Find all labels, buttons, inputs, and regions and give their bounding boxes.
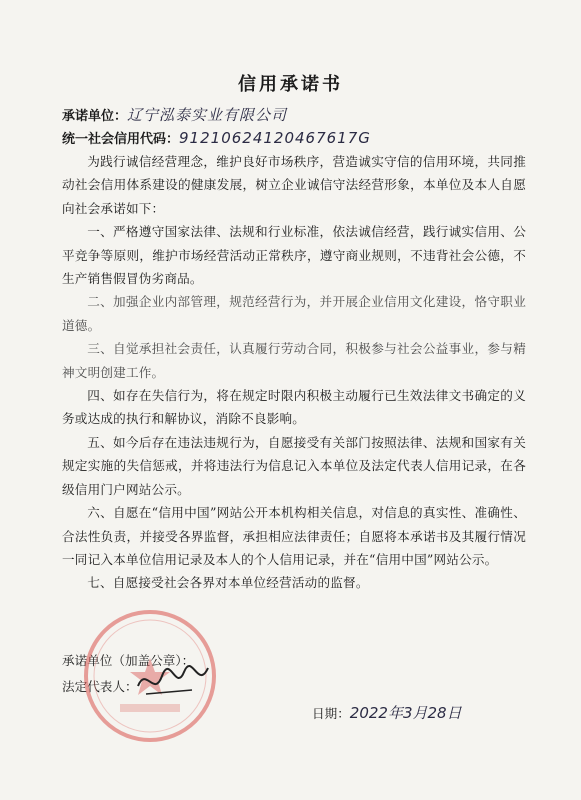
paragraph-1: 一、严格遵守国家法律、法规和行业标准，依法诚信经营，践行诚实信用、公平竞争等原则，维护市场经营活动正常秩序，遵守商业规则，不违背社会公德，不生产销售假冒伪劣商品。 bbox=[62, 224, 526, 287]
paragraph-4: 四、如存在失信行为，将在规定时限内积极主动履行已生效法律文书确定的义务或达成的执行和解协议，消除不良影响。 bbox=[62, 388, 526, 427]
paragraph-intro: 为践行诚信经营理念，维护良好市场秩序，营造诚实守信的信用环境，共同推动社会信用体系建设的健康发展，树立企业诚信守法经营形象，本单位及本人自愿向社会承诺如下： bbox=[62, 154, 526, 216]
commitment-body bbox=[62, 150, 526, 595]
credit-code-value: 91210624120467617G bbox=[179, 129, 371, 147]
legal-rep-label: 法定代表人： bbox=[62, 679, 138, 694]
credit-code-line bbox=[62, 128, 371, 147]
document-title: 信用承诺书 bbox=[238, 74, 343, 95]
paragraph-5: 五、如今后存在违法违规行为，自愿接受有关部门按照法律、法规和国家有关规定实施的失信惩戒，并将违法行为信息记入本单位及法定代表人信用记录，在各级信用门户网站公示。 bbox=[62, 434, 526, 497]
date-value: 2022年3月28日 bbox=[349, 704, 462, 722]
unit-line bbox=[62, 104, 287, 125]
paragraph-6: 六、自愿在“信用中国”网站公开本机构相关信息，对信息的真实性、准确性、合法性负责，并接受各界监督，承担相应法律责任；自愿将本承诺书及其履行情况一同记入本单位信用记录及本人的个人信用记录，并在“信用中国”网站公示。 bbox=[62, 505, 526, 567]
unit-value: 辽宁泓泰实业有限公司 bbox=[127, 106, 288, 124]
unit-label: 承诺单位： bbox=[62, 109, 128, 124]
legal-rep-signature bbox=[132, 656, 212, 706]
paragraph-2: 二、加强企业内部管理，规范经营行为，并开展企业信用文化建设，恪守职业道德。 bbox=[62, 294, 526, 333]
paragraph-7: 七、自愿接受社会各界对本单位经营活动的监督。 bbox=[87, 575, 369, 591]
date-line bbox=[312, 702, 462, 723]
credit-code-label: 统一社会信用代码： bbox=[62, 132, 180, 147]
date-label: 日期： bbox=[312, 706, 350, 721]
signatory-unit-label: 承诺单位（加盖公章）： bbox=[62, 653, 195, 668]
paragraph-3: 三、自觉承担社会责任，认真履行劳动合同，积极参与社会公益事业，参与精神文明创建工作。 bbox=[62, 341, 526, 380]
